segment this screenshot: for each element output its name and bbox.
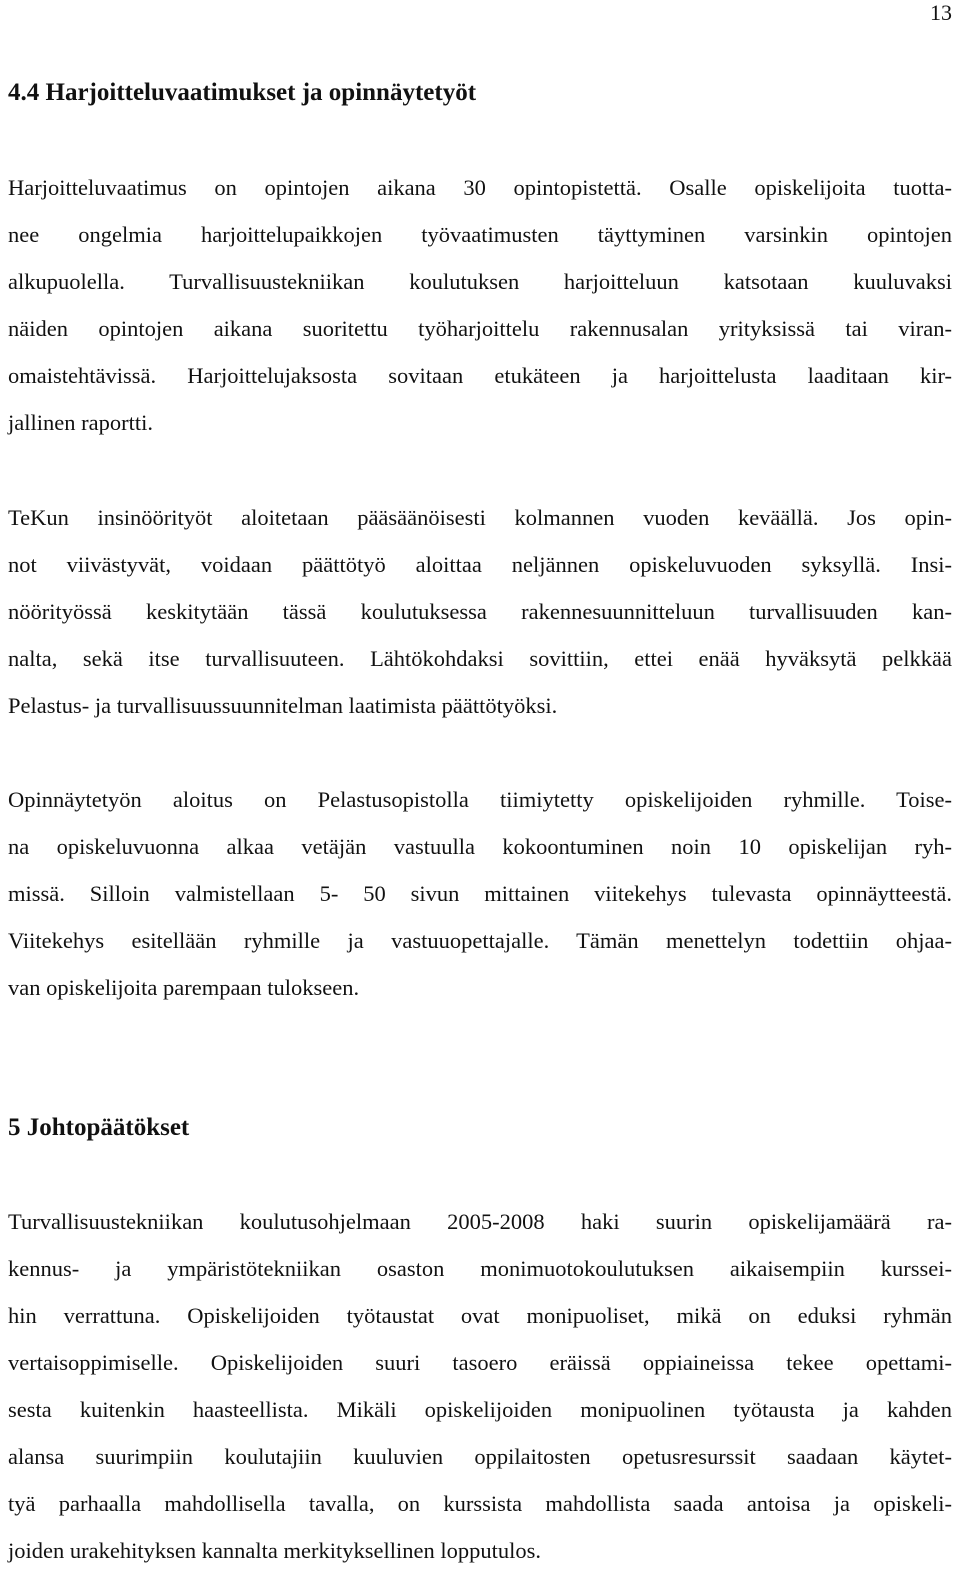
text-line: Opinnäytetyön aloitus on Pelastusopistolla tiimiytetty opiskelijoiden ryhmille. Toise-	[8, 787, 952, 812]
text-line: Harjoitteluvaatimus on opintojen aikana 30 opintopistettä. Osalle opiskelijoita tuotta-	[8, 175, 952, 200]
paragraph	[8, 494, 952, 729]
text-line: nöörityössä keskitytään tässä koulutuksessa rakennesuunnitteluun turvallisuuden kan-	[8, 599, 952, 624]
section-heading: 5 Johtopäätökset	[8, 1114, 190, 1141]
text-line: jallinen raportti.	[8, 410, 153, 435]
paragraph	[8, 776, 952, 1011]
text-line: tyä parhaalla mahdollisella tavalla, on kurssista mahdollista saada antoisa ja opiskeli-	[8, 1491, 952, 1516]
text-line: Turvallisuustekniikan koulutusohjelmaan 2005-2008 haki suurin opiskelijamäärä ra-	[8, 1209, 952, 1234]
text-line: Pelastus- ja turvallisuussuunnitelman laatimista päättötyöksi.	[8, 693, 558, 718]
text-line: omaistehtävissä. Harjoittelujaksosta sovitaan etukäteen ja harjoittelusta laaditaan kir-	[8, 363, 952, 388]
text-line: joiden urakehityksen kannalta merkityksellinen lopputulos.	[8, 1538, 542, 1563]
text-line: näiden opintojen aikana suoritettu työharjoittelu rakennusalan yrityksissä tai viran-	[8, 316, 952, 341]
section-heading: 4.4 Harjoitteluvaatimukset ja opinnäytetyöt	[8, 79, 477, 106]
text-line: nee ongelmia harjoittelupaikkojen työvaatimusten täyttyminen varsinkin opintojen	[8, 222, 952, 247]
text-line: vertaisoppimiselle. Opiskelijoiden suuri tasoero eräissä oppiaineissa tekee opettami-	[8, 1350, 952, 1375]
paragraph	[8, 1198, 952, 1574]
text-line: sesta kuitenkin haasteellista. Mikäli opiskelijoiden monipuolinen työtausta ja kahden	[8, 1397, 952, 1422]
text-line: nalta, sekä itse turvallisuuteen. Lähtökohdaksi sovittiin, ettei enää hyväksytä pelkkää	[8, 646, 952, 671]
text-line: Viitekehys esitellään ryhmille ja vastuuopettajalle. Tämän menettelyn todettiin ohjaa-	[8, 928, 952, 953]
text-line: van opiskelijoita parempaan tulokseen.	[8, 975, 360, 1000]
paragraph	[8, 164, 952, 446]
text-line: na opiskeluvuonna alkaa vetäjän vastuulla kokoontuminen noin 10 opiskelijan ryh-	[8, 834, 952, 859]
text-line: not viivästyvät, voidaan päättötyö aloittaa neljännen opiskeluvuoden syksyllä. Insi-	[8, 552, 952, 577]
text-line: missä. Silloin valmistellaan 5- 50 sivun mittainen viitekehys tulevasta opinnäytteestä.	[8, 881, 952, 906]
text-line: TeKun insinöörityöt aloitetaan pääsäänöisesti kolmannen vuoden keväällä. Jos opin-	[8, 505, 952, 530]
text-line: alansa suurimpiin koulutajiin kuuluvien oppilaitosten opetusresurssit saadaan käytet-	[8, 1444, 952, 1469]
text-line: hin verrattuna. Opiskelijoiden työtaustat ovat monipuoliset, mikä on eduksi ryhmän	[8, 1303, 952, 1328]
text-line: alkupuolella. Turvallisuustekniikan koulutuksen harjoitteluun katsotaan kuuluvaksi	[8, 269, 952, 294]
text-line: kennus- ja ympäristötekniikan osaston monimuotokoulutuksen aikaisempiin kurssei-	[8, 1256, 952, 1281]
page-number: 13	[930, 0, 952, 25]
